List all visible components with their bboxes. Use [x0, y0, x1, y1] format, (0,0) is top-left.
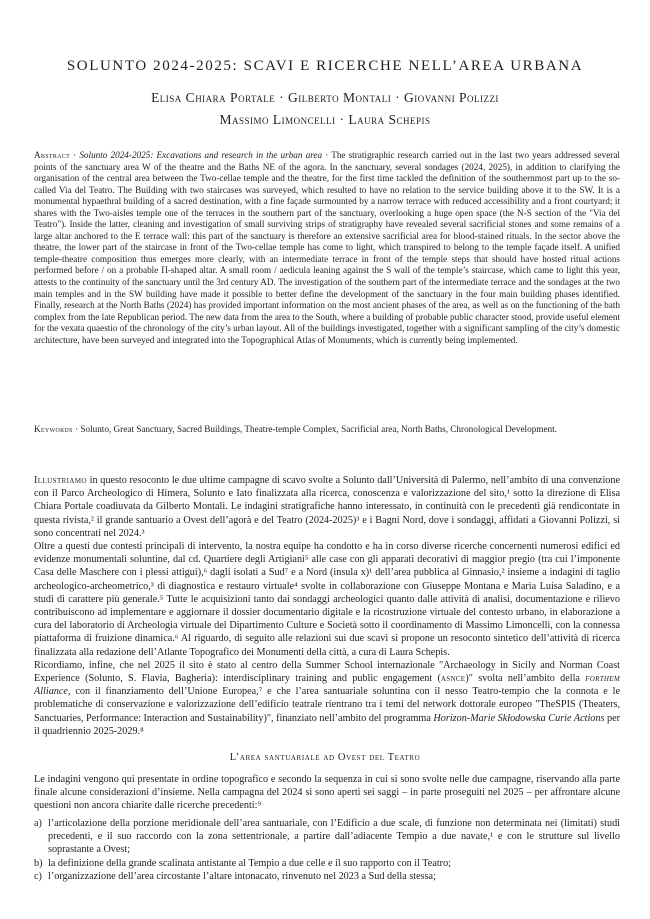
abstract-label: Abstract: [34, 150, 71, 160]
intro-p3-asnce: asnce: [440, 673, 466, 685]
section-heading: L’area santuariale ad Ovest del Teatro: [229, 752, 421, 763]
list-item: [34, 857, 620, 870]
research-questions-list: [34, 817, 620, 883]
keywords: Keywords · Solunto, Great Sanctuary, Sacred Buildings, Theatre-temple Complex, Sacrificial area, North Baths, Chronological Development.: [34, 424, 557, 434]
intro-paragraph-3: [34, 659, 620, 738]
abstract: Abstract · Solunto 2024-2025: Excavations and research in the urban area · The stratigraphic research carried out in the last two years addressed several points of the sanctuary area W of the theatre and the Baths NE of the agora. In the sanctuary, several sondages (2024, 2025), in addition to clarifying the organisation of the central area between the Two-cellae temple and the theatre, for the first time tackled the definition of the southernmost part up to the so-called Via del Teatro. The Building with two staircases was surveyed, which resulted to have no relation to the service building above it to the SW. It is a monumental hypaethral building of a sacred destination, with a fine façade surmounted by a narrow terrace with reduced accessibility and a front courtyard; it shares with the Two-aisles temple one of the terraces in the southern part of the sanctuary, overlooking a huge open space (the N-S section of the "Via del Teatro"). Inside the latter, cleaning and investigation of small surviving strips of stratigraphy have revealed several sacrificial stones and some remains of a large altar anchored to the E terrace wall: this part of the sanctuary is therefore an extensive sacrificial area for blood-stained rituals. In the sector above the theatre, the lower part of the staircase in front of the Two-cellae temple has come to light, which transpired to belong to the temple façade itself. A unified temple-theatre composition thus emerges more clearly, with an intermediate terrace in front of the temple steps that should have hosted ritual actions performed before / on a probable Π-shaped altar. A small room / aedicula leaning against the S wall of the temple’s staircase, which came to light this year, attests to the continuity of the sanctuary until the 3rd century AD. The investigation of the southern part of the intermediate terrace and the sondages at the two main temples and in the SW building have made it possible to better define the development of the sanctuary in the four main building phases identified. Finally, research at the North Baths (2024) has provided important information on the most ancient phases of the area, as well as on the functioning of the bath complex from the late Republican period. The new data from the area to the South, where a building of probable public character stood, provide useful element for the vexata quaestio of the chronology of the city’s urban layout. All of the buildings investigated, together with a significant sampling of the city’s domestic architecture, have been surveyed and integrated into the Topographical Atlas of Monuments, which is currently being implemented.: [34, 150, 620, 345]
authors-line-2: Massimo Limoncelli · Laura Schepis: [219, 112, 431, 127]
intro-p1-text: in questo resoconto le due ultime campagne di scavo svolte a Solunto dall’Università di Palermo, nell’ambito di una convenzione con il Parco Archeologico di Himera, Solunto e Iato finalizzata alla ricerca, conoscenza e valorizzazione del sito,¹ sotto la direzione di Elisa Chiara Portale coadiuvata da Gilberto Montali. Le indagini stratigrafiche hanno interessato, in continuità con le precedenti già rendicontate in questa rivista,² il grande santuario a Ovest dell’agorà e del Teatro (2024-2025)³ e i Bagni Nord, dove i sondaggi, affidati a Giovanni Polizzi, si sono concentrati nel 2024.³: [34, 475, 620, 539]
intro-p3-forthem: forthem: [585, 673, 620, 685]
abstract-title: Solunto 2024-2025: Excavations and research in the urban area: [79, 150, 323, 160]
list-marker: b): [34, 857, 43, 869]
list-item-text: l’articolazione della porzione meridionale dell’area santuariale, con l’Edificio a due scale, di funzione non determinata nei (limitati) studi precedenti, e il suo raccordo con la zona settentrionale, a partire dall’adiacente Tempio a due navate,¹ e con le strutture sul livello soprastante a Ovest;: [48, 818, 620, 856]
article-title: SOLUNTO 2024-2025: SCAVI E RICERCHE NELL’AREA URBANA: [66, 58, 584, 74]
keywords-text: Solunto, Great Sanctuary, Sacred Buildings, Theatre-temple Complex, Sacrificial area, North Baths, Chronological Development.: [80, 424, 557, 434]
intro-paragraph-2: Oltre a questi due contesti principali di intervento, la nostra equipe ha condotto e ha in corso diverse ricerche concernenti numerosi edifici ed evidenze monumentali soluntine, dal cd. Quartiere degli Artigiani⁵ alle case con gli apparati decorativi di maggior pregio (tra cui l’imponente Casa delle Maschere con i plessi attigui),⁶ dagli isolati a Sud⁷ e a Nord (insula x)¹ dell’area pubblica al Ginnasio,² insieme a indagini di taglio archeologico-archeometrico,³ di diagnostica e restauro virtuale⁴ svolte in collaborazione con Giuseppe Montana e Maria Luisa Saladino, e a studi di carattere più generale.⁵ Tutte le acquisizioni tanto dai sondaggi archeologici quanto dalle attività di analisi, documentazione e rilievo contribuiscono ad implementare e aggiornare il dossier documentario digitale e la ricostruzione virtuale del contesto urbano, in elaborazione a cura del laboratorio di Archeologia virtuale del Dipartimento Culture e Società sotto il coordinamento di Massimo Limoncelli, con la connessa piattaforma di fruizione dinamica.⁶ Al riguardo, di seguito alle relazioni sui due scavi si propone un resoconto sintetico dell’attività di ricerca finalizzata alla redazione dell’Atlante Topografico dei Monumenti della città, a cura di Laura Schepis.: [34, 541, 620, 658]
intro-paragraph-1: [34, 474, 620, 540]
list-item: [34, 817, 620, 857]
section-paragraph: Le indagini vengono qui presentate in ordine topografico e secondo la sequenza in cui si sono svolte nelle due campagne, riservando alla parte finale alcune considerazioni d’insieme. Nella campagna del 2024 si sono aperti sei saggi – in parte proseguiti nel 2025 – per affrontare alcune questioni non ancora chiarite dalle ricerche precedenti:⁹: [34, 774, 620, 812]
list-item-text: l’organizzazione dell’area circostante l’altare intonacato, rinvenuto nel 2023 a Sud della stessa;: [48, 870, 436, 882]
intro-p3-program: Horizon-Marie Skłodowska Curie Actions: [433, 712, 605, 724]
intro-p3-part-b: )" svolta nell’ambito della: [465, 673, 586, 685]
intro-p3-part-d: per il quadriennio 2025-2029.⁸: [34, 712, 620, 737]
keywords-label: Keywords: [34, 424, 73, 434]
authors-line-1: Elisa Chiara Portale · Gilberto Montali · Giovanni Polizzi: [151, 90, 499, 105]
intro-p3-part-c: , con il finanziamento dell’Unione Europea,⁷ e che l’area santuariale soluntina con il nesso Teatro-tempio che la connota e le problematiche di conservazione e valorizzazione dell’edificio teatrale rientrano tra i temi del network dottorale europeo "TheSPIS (Theaters, Sanctuaries, Performance: Interaction and Sustainability)", finanziato nell’ambito del programma: [34, 686, 620, 724]
intro-p3-alliance: Alliance: [34, 686, 68, 698]
abstract-text: The stratigraphic research carried out in the last two years addressed several points of the sanctuary area W of the theatre and the Baths NE of the agora. In the sanctuary, several sondages (2024, 2025), in addition to clarifying the organisation of the central area between the Two-cellae temple and the theatre, for the first time tackled the definition of the southernmost part up to the so-called Via del Teatro. The Building with two staircases was surveyed, which resulted to have no relation to the service building above it to the SW. It is a monumental hypaethral building of a sacred destination, with a fine façade surmounted by a narrow terrace with reduced accessibility and a front courtyard; it shares with the Two-aisles temple one of the terraces in the southern part of the sanctuary, overlooking a huge open space (the N-S section of the "Via del Teatro"). Inside the latter, cleaning and investigation of small surviving strips of stratigraphy have revealed several sacrificial stones and some remains of a large altar anchored to the E terrace wall: this part of the sanctuary is therefore an extensive sacrificial area for blood-stained rituals. In the sector above the theatre, the lower part of the staircase in front of the Two-cellae temple has come to light, which transpired to belong to the temple façade itself. A unified temple-theatre composition thus emerges more clearly, with an intermediate terrace in front of the temple steps that should have hosted ritual actions performed before / on a probable Π-shaped altar. A small room / aedicula leaning against the S wall of the temple’s staircase, which came to light this year, attests to the continuity of the sanctuary until the 3rd century AD. The investigation of the southern part of the intermediate terrace and the sondages at the two main temples and in the SW building have made it possible to better define the development of the sanctuary in the four main building phases identified. Finally, research at the North Baths (2024) has provided important information on the most ancient phases of the area, as well as on the functioning of the bath complex from the late Republican period. The new data from the area to the South, where a building of probable public character stood, provide useful element for the vexata quaestio of the chronology of the city’s urban layout. All of the buildings investigated, together with a significant sampling of the city’s domestic architecture, have been surveyed and integrated into the Topographical Atlas of Monuments, which is currently being implemented.: [34, 150, 620, 345]
list-marker: c): [34, 870, 42, 882]
intro-lead-word: Illustriamo: [34, 475, 87, 486]
list-item-text: la definizione della grande scalinata antistante al Tempio a due celle e il suo rapporto con il Teatro;: [48, 857, 451, 869]
introduction: [34, 474, 620, 738]
list-item: [34, 870, 620, 883]
intro-p3-part-a: Ricordiamo, infine, che nel 2025 il sito è stato al centro della Summer School internazionale "Archaeology in Sicily and Norman Coast Experience (Solunto, S. Flavia, Bagheria): interdisciplinary training and public engagement (: [34, 659, 620, 685]
list-marker: a): [34, 818, 42, 829]
